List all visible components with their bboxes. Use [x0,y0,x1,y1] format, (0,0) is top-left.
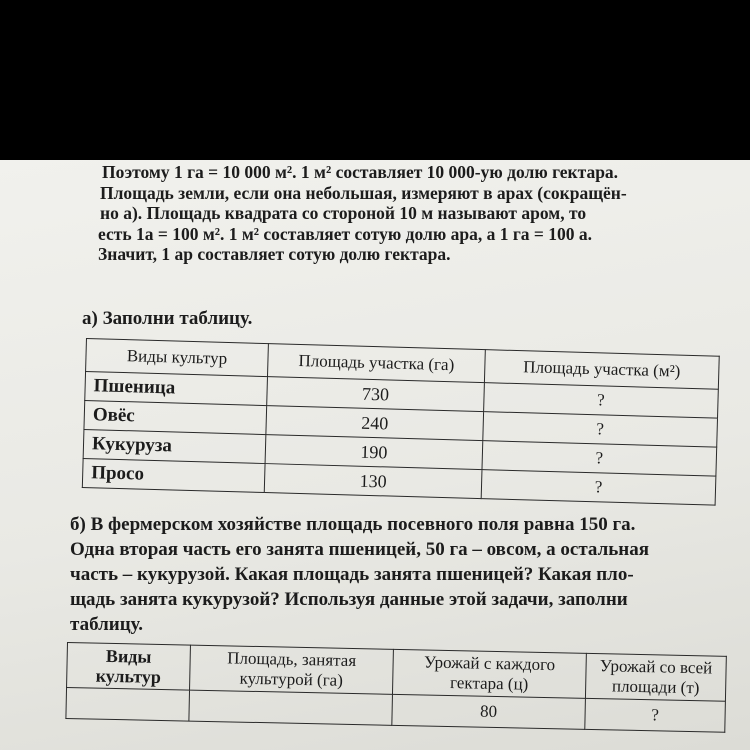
crop-name: Пшеница [85,372,268,406]
task-b-text [70,512,730,637]
area-ha-value: 730 [267,377,485,412]
header-crop-types: Виды культур [67,643,191,691]
yield-per-hectare-value: 80 [392,694,586,729]
crop-name: Просо [82,458,265,492]
crop-name: Овёс [84,400,267,434]
task-b-line: таблицу. [70,614,143,635]
header-area-occupied: Площадь, занятая культурой (га) [190,645,394,694]
area-value [189,690,393,725]
area-ha-value: 240 [266,406,484,441]
header-total-yield: Урожай со всей площади (т) [585,653,726,701]
area-m2-blank: ? [482,441,717,477]
task-b-line: щадь занята кукурузой? Используя данные этой задачи, заполни [70,589,628,610]
paragraph-line: Поэтому 1 га = 10 000 м². 1 м² составляет 10 000-ую долю гектара. [102,162,619,182]
area-m2-blank: ? [483,412,718,448]
header-crop-types: Виды культур [86,339,269,377]
area-table [82,338,720,506]
textbook-page [0,160,750,750]
harvest-table [65,642,726,733]
task-a-title: а) Заполни таблицу. [82,308,253,329]
crop-name: Кукуруза [83,429,266,463]
paragraph-line: Значит, 1 ар составляет сотую долю гектара. [98,244,451,264]
area-m2-blank: ? [481,470,716,506]
area-m2-blank: ? [484,383,719,419]
paragraph-line: есть 1а = 100 м². 1 м² составляет сотую долю ара, а 1 га = 100 а. [98,223,592,244]
task-b-line: часть – кукурузой. Какая площадь занята пшеницей? Какая пло- [70,564,634,585]
area-ha-value: 130 [264,464,482,499]
total-yield-blank: ? [585,698,726,732]
task-b-line: б) В фермерском хозяйстве площадь посевного поля равна 150 га. [70,514,636,535]
task-b-line: Одна вторая часть его занята пшеницей, 50 га – овсом, а остальная [70,539,649,560]
header-yield-per-hectare: Урожай с каждого гектара (ц) [392,649,586,698]
paragraph-line: Площадь земли, если она небольшая, измеряют в арах (сокращён- [100,182,627,203]
intro-paragraph [98,162,728,265]
paragraph-line: но а). Площадь квадрата со стороной 10 м называют аром, то [100,203,587,223]
header-area-ha: Площадь участка (га) [267,344,485,383]
header-area-m2: Площадь участка (м²) [484,350,719,390]
crop-name [66,688,190,722]
area-ha-value: 190 [265,435,483,470]
